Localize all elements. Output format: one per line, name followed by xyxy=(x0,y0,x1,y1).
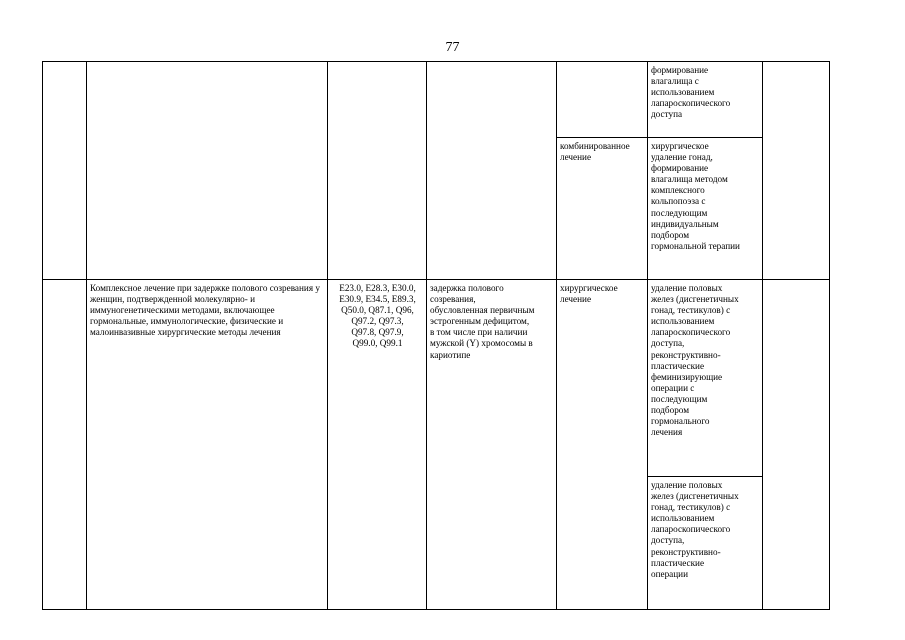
treatment-method-cell: хирургическое удаление гонад, формирование влагалища методом комплексного кольпопоэза с последующим индивидуальным подбором гормональной терапии xyxy=(648,138,763,280)
cost-cell xyxy=(763,280,830,610)
row-number-cell xyxy=(43,280,87,610)
patient-model-cell xyxy=(427,62,557,280)
row-number-cell xyxy=(43,62,87,280)
treatment-method-cell: удаление половых желез (дисгенетичных гонад, тестикулов) с использованием лапароскопического доступа, реконструктивно- пластические феминизирующие операции с последующим подбором гормонального лечения xyxy=(648,280,763,477)
care-name-cell xyxy=(87,62,328,280)
care-name-cell: Комплексное лечение при задержке полового созревания у женщин, подтвержденной молекулярно- и иммуногенетическими методами, включающее гормональные, иммунологические, физические и малоинвазивные хирургические методы лечения xyxy=(87,280,328,610)
medical-care-table xyxy=(42,61,830,610)
treatment-type-cell xyxy=(557,62,648,138)
treatment-type-cell: хирургическое лечение xyxy=(557,280,648,610)
patient-model-cell: задержка полового созревания, обусловленная первичным эстрогенным дефицитом, в том числе при наличии мужской (Y) хромосомы в кариотипе xyxy=(427,280,557,610)
icd-codes-cell xyxy=(328,62,427,280)
cost-cell xyxy=(763,62,830,280)
treatment-method-cell: формирование влагалища с использованием лапароскопического доступа xyxy=(648,62,763,138)
page-number: 77 xyxy=(445,40,460,55)
table-row xyxy=(43,62,830,138)
treatment-method-cell: удаление половых желез (дисгенетичных гонад, тестикулов) с использованием лапароскопического доступа, реконструктивно- пластические операции xyxy=(648,477,763,610)
treatment-type-cell: комбинированное лечение xyxy=(557,138,648,280)
table-row xyxy=(43,280,830,477)
icd-codes-cell: E23.0, E28.3, E30.0, E30.9, E34.5, E89.3, Q50.0, Q87.1, Q96, Q97.2, Q97.3, Q97.8, Q97.9, Q99.0, Q99.1 xyxy=(328,280,427,610)
